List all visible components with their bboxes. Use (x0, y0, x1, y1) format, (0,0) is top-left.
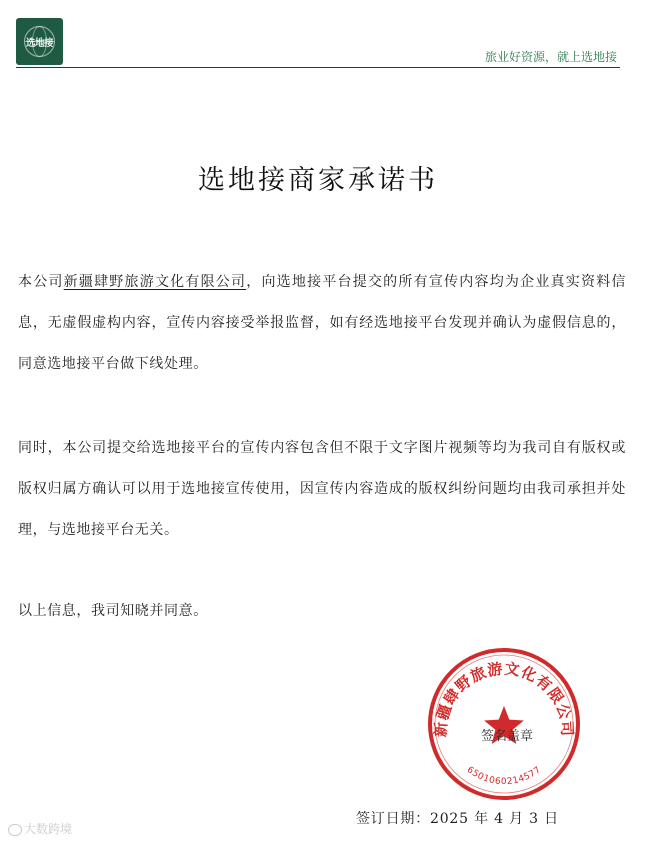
company-seal (426, 646, 582, 802)
svg-text:6501060214577 (465, 765, 544, 787)
signature-label: 签名盖章 (481, 729, 534, 744)
company-name: 新疆肆野旅游文化有限公司 (63, 274, 247, 290)
header-slogan: 旅业好资源，就上选地接 (484, 50, 617, 64)
p1-prefix: 本公司 (18, 274, 64, 290)
watermark-icon (8, 824, 22, 836)
header-divider (16, 67, 620, 68)
watermark (8, 820, 72, 837)
signing-date: 签订日期：2025 年 4 月 3 日 (356, 811, 559, 827)
document-title: 选地接商家承诺书 (198, 165, 438, 196)
watermark-text: 大数跨境 (24, 822, 73, 836)
p1-suffix: ，向选地接平台提交的所有宣传内容均为企业真实资料信息，无虚假虚构内容，宣传内容接受举报监督，如有经选地接平台发现并确认为虚假信息的，同意选地接平台做下线处理。 (18, 274, 627, 372)
seal-number: 6501060214577 (464, 764, 544, 788)
paragraph-agreement: 以上信息，我司知晓并同意。 (18, 603, 208, 619)
paragraph-copyright: 同时，本公司提交给选地接平台的宣传内容包含但不限于文字图片视频等均为我司自有版权或版权归属方确认可以用于选地接宣传使用，因宣传内容造成的版权纠纷问题均由我司承担并处理，与选地接平台无关。 (18, 440, 626, 538)
seal-company-name: 新疆肆野旅游文化有限公司 (431, 659, 577, 738)
logo-text: 选地接 (25, 38, 53, 49)
brand-logo (16, 18, 63, 65)
paragraph-commitment (18, 262, 626, 385)
